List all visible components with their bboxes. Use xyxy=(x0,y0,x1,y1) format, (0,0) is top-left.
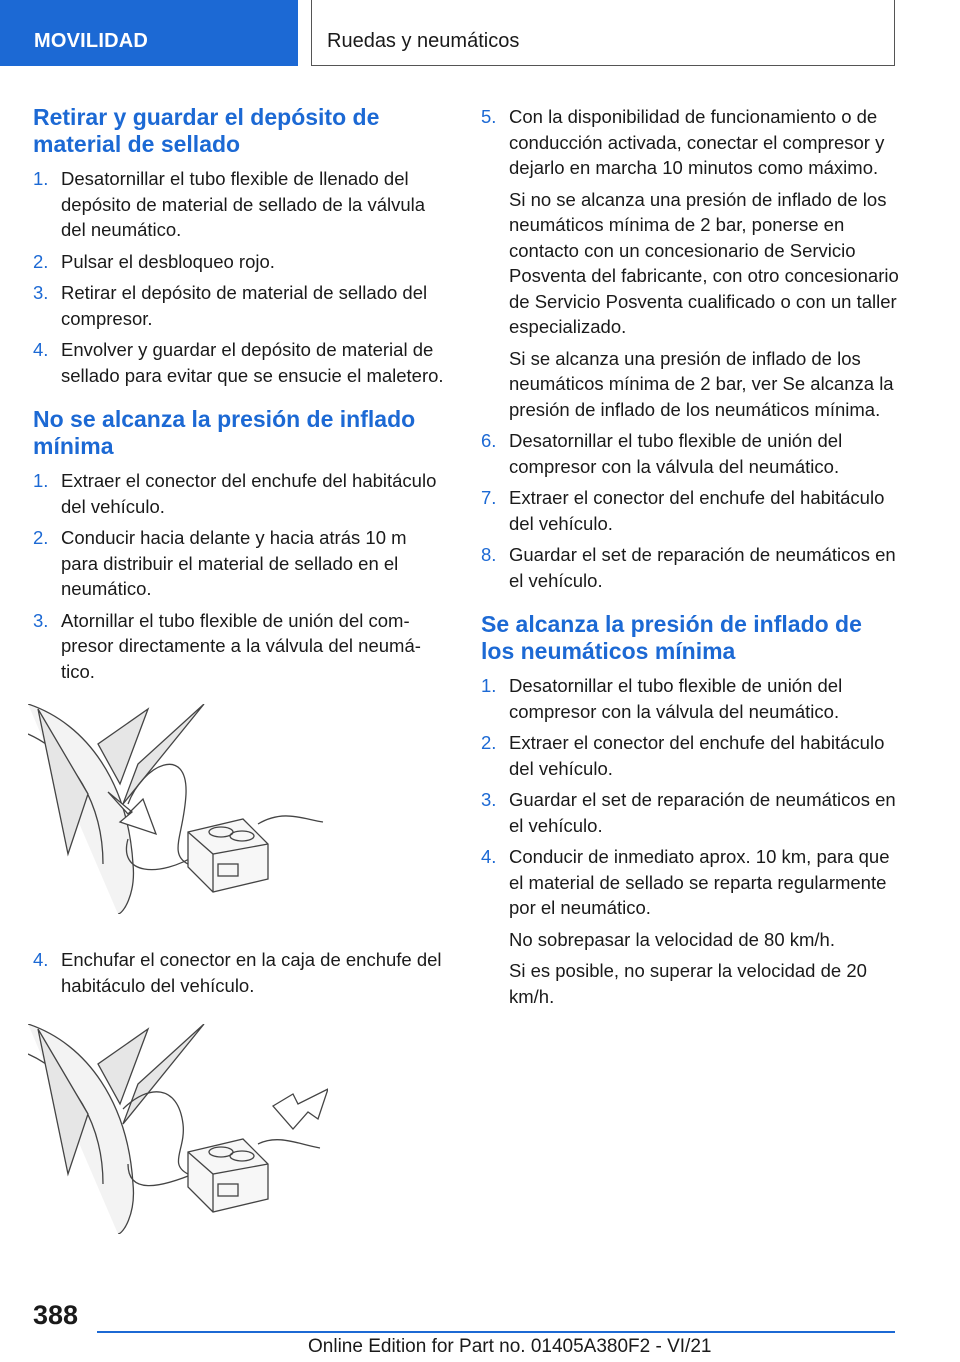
step-number: 1. xyxy=(33,470,49,491)
step-number: 5. xyxy=(481,106,497,127)
section-tab xyxy=(0,0,298,66)
steps-list xyxy=(481,673,899,1009)
list-item xyxy=(481,542,899,593)
compressor-plug-illustration xyxy=(28,1024,328,1234)
step-text: Atornillar el tubo flexible de unión del compresor directamente a la válvula del neumático. xyxy=(61,609,421,682)
chapter-title: Ruedas y neumáticos xyxy=(327,30,520,52)
step-text: Envolver y guardar el depósito de material de sellado para evitar que se ensucie el maletero. xyxy=(61,339,444,386)
step-text: Retirar el depósito de material de sellado del compresor. xyxy=(61,282,428,329)
list-item xyxy=(481,673,899,724)
chapter-tab xyxy=(311,0,895,66)
step-note: No sobrepasar la velocidad de 80 km/h. xyxy=(509,928,835,950)
step-text: Enchufar el conector en la caja de enchufe del habitáculo del vehículo. xyxy=(61,949,442,996)
list-item xyxy=(481,844,899,1009)
step-number: 4. xyxy=(481,846,497,867)
list-item xyxy=(481,428,899,479)
list-item xyxy=(33,468,448,519)
left-column xyxy=(33,104,448,1267)
list-item xyxy=(33,337,448,388)
step-note: Si se alcanza una presión de inflado de los neumáticos mínima de 2 bar, ver Se alcanza la presión de inflado de los neumáticos mínima. xyxy=(509,347,894,420)
step-number: 1. xyxy=(33,168,49,189)
step-number: 4. xyxy=(33,339,49,360)
step-text: Desatornillar el tubo flexible de unión del compresor con la válvula del neumático. xyxy=(509,430,843,477)
step-number: 8. xyxy=(481,544,497,565)
section-heading: Se alcanza la presión de inflado de los neumáticos mínima xyxy=(481,611,862,664)
step-text: Pulsar el desbloqueo rojo. xyxy=(61,250,275,272)
list-item xyxy=(481,787,899,838)
section-heading: Retirar y guardar el depósito de material de sellado xyxy=(33,104,380,157)
step-number: 2. xyxy=(33,250,49,272)
edition-note: Online Edition for Part no. 01405A380F2 - VI/21 xyxy=(308,1336,712,1357)
list-item xyxy=(481,730,899,781)
steps-list xyxy=(33,947,448,998)
step-text: Desatornillar el tubo flexible de llenado del depósito de material de sellado de la válvula del neumático. xyxy=(61,168,426,240)
section-pressure-not-reached xyxy=(33,406,448,1267)
list-item xyxy=(33,947,448,998)
section-remove-sealant xyxy=(33,104,448,388)
step-text: Conducir de inmediato aprox. 10 km, para que el material de sellado se reparta regularmente por el neumático. xyxy=(509,846,890,918)
step-note: Si es posible, no superar la velocidad de 20 km/h. xyxy=(509,960,867,1007)
list-item xyxy=(33,608,448,685)
compressor-connected-to-wheel-illustration xyxy=(28,704,328,914)
step-number: 7. xyxy=(481,487,497,508)
list-item xyxy=(33,280,448,331)
step-number: 1. xyxy=(481,675,497,696)
list-item xyxy=(33,249,448,275)
step-number: 3. xyxy=(33,609,49,631)
list-item xyxy=(33,166,448,243)
list-item xyxy=(481,485,899,536)
step-number: 2. xyxy=(481,732,497,753)
steps-list xyxy=(481,104,899,593)
section-title: MOVILIDAD xyxy=(34,30,149,52)
section-pressure-reached xyxy=(481,611,899,1009)
step-text: Guardar el set de reparación de neumáticos en el vehículo. xyxy=(509,544,896,591)
step-text: Conducir hacia delante y hacia atrás 10 m para distribuir el material de sellado en el neumático. xyxy=(61,527,407,599)
footer-divider xyxy=(97,1331,895,1333)
list-item xyxy=(33,525,448,602)
section-heading: No se alcanza la presión de inflado mínima xyxy=(33,406,416,459)
steps-list xyxy=(33,166,448,388)
step-number: 4. xyxy=(33,949,49,970)
step-number: 3. xyxy=(33,282,49,303)
step-text: Desatornillar el tubo flexible de unión del compresor con la válvula del neumático. xyxy=(509,675,843,722)
step-number: 3. xyxy=(481,789,497,810)
step-text: Extraer el conector del enchufe del habitáculo del vehículo. xyxy=(61,470,437,517)
step-note: Si no se alcanza una presión de inflado de los neumáticos mínima de 2 bar, ponerse en contacto con un concesionario de Servicio Posventa del fabricante, con otro concesionario de Servicio Posventa cualificado o con un taller especializado. xyxy=(509,188,899,337)
step-text: Extraer el conector del enchufe del habitáculo del vehículo. xyxy=(509,487,885,534)
page-number: 388 xyxy=(33,1300,79,1330)
step-number: 6. xyxy=(481,430,497,451)
step-text: Extraer el conector del enchufe del habitáculo del vehículo. xyxy=(509,732,885,779)
steps-list xyxy=(33,468,448,684)
step-text: Con la disponibilidad de funcionamiento o de conducción activada, conectar el compresor y dejarlo en marcha 10 minutos como máximo. xyxy=(509,106,885,178)
list-item xyxy=(481,104,899,422)
step-number: 2. xyxy=(33,527,49,548)
section-continued-steps xyxy=(481,104,899,593)
step-text: Guardar el set de reparación de neumáticos en el vehículo. xyxy=(509,789,896,836)
right-column xyxy=(481,104,899,1015)
